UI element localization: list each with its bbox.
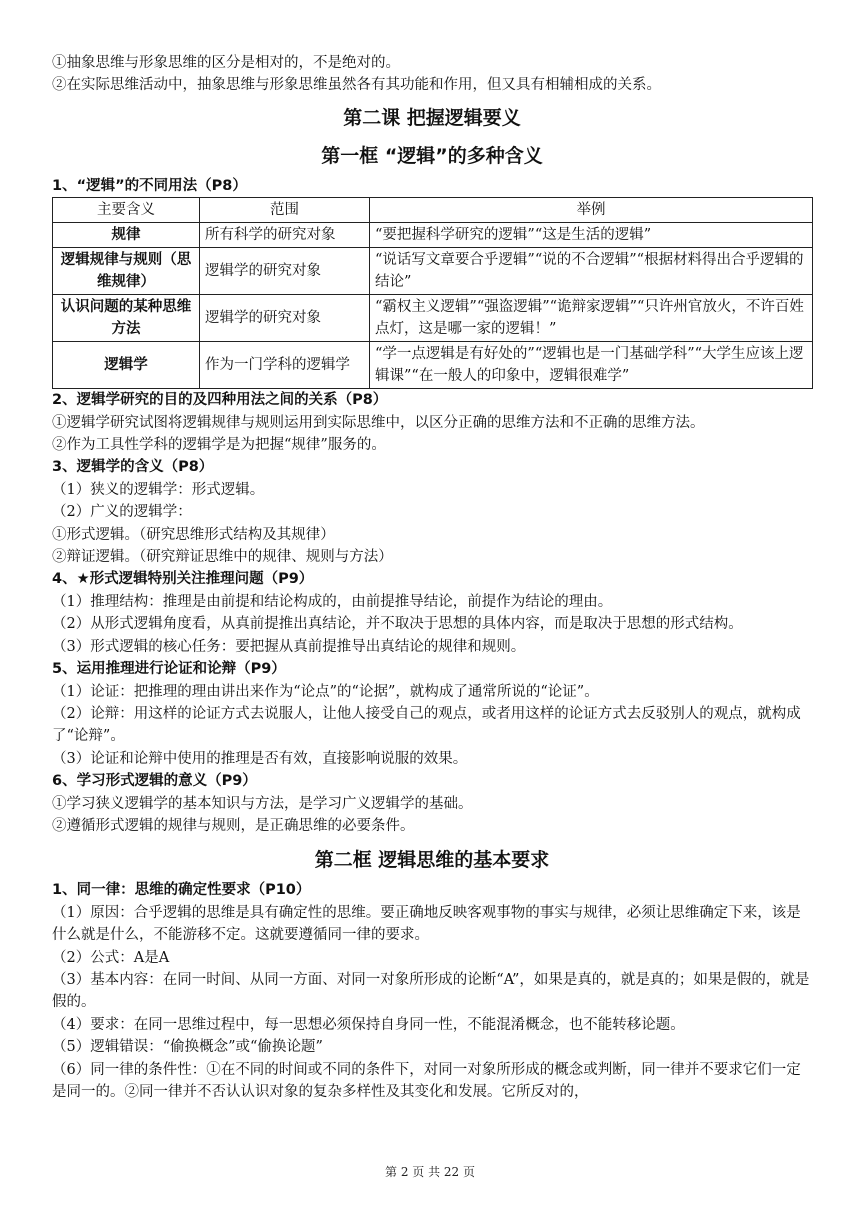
s5-line: （2）论辩：用这样的论证方式去说服人，让他人接受自己的观点，或者用这样的论证方式去反驳别人的观点，就构成了“论辩”。 [52,705,801,745]
s4-heading: 4、★形式逻辑特别关注推理问题（P9） [52,571,314,588]
table-row [53,295,813,342]
lesson-title: 第二课 把握逻辑要义 [343,106,521,129]
table-cell: 逻辑学的研究对象 [200,295,370,342]
table-cell: 逻辑规律与规则（思维规律） [53,248,200,295]
s6-line: ②遵循形式逻辑的规律与规则，是正确思维的必要条件。 [52,817,415,834]
f2s1-line: （2）公式：A是A [52,949,170,966]
table-header-row [53,198,813,223]
table-cell: “要把握科学研究的逻辑”“这是生活的逻辑” [370,223,813,248]
table-cell: 逻辑学 [53,342,200,389]
s3-line: ①形式逻辑。（研究思维形式结构及其规律） [52,526,335,543]
frame1-title: 第一框 “逻辑”的多种含义 [321,144,543,167]
f2s1-line: （1）原因：合乎逻辑的思维是具有确定性的思维。要正确地反映客观事物的事实与规律，必须让思维确定下来，该是什么就是什么，不能游移不定。这就要遵循同一律的要求。 [52,904,801,944]
page-footer: 第 2 页 共 22 页 [385,1165,475,1179]
intro-line-1: ①抽象思维与形象思维的区分是相对的，不是绝对的。 [52,55,400,71]
f2s1-line: （5）逻辑错误：“偷换概念”或“偷换论题” [52,1039,323,1056]
table-cell: 逻辑学的研究对象 [200,248,370,295]
table-header-cell: 范围 [200,198,370,223]
table-cell: “学一点逻辑是有好处的”“逻辑也是一门基础学科”“大学生应该上逻辑课”“在一般人的印象中，逻辑很难学” [370,342,813,389]
f2s1-line: （6）同一律的条件性：①在不同的时间或不同的条件下，对同一对象所形成的概念或判断，同一律并不要求它们一定是同一的。②同一律并不否认认识对象的复杂多样性及其变化和发展。它所反对的， [52,1061,801,1100]
table-row [53,248,813,295]
s6-heading: 6、学习形式逻辑的意义（P9） [52,773,257,790]
s5-heading: 5、运用推理进行论证和论辩（P9） [52,661,286,678]
s1-heading: 1、“逻辑”的不同用法（P8） [52,177,247,194]
document-page [52,52,812,1103]
s4-line: （1）推理结构：推理是由前提和结论构成的，由前提推导结论，前提作为结论的理由。 [52,593,613,610]
s3-line: （2）广义的逻辑学： [52,504,192,521]
s6-line: ①学习狭义逻辑学的基本知识与方法，是学习广义逻辑学的基础。 [52,795,473,812]
table-cell: “霸权主义逻辑”“强盗逻辑”“诡辩家逻辑”“只许州官放火，不许百姓点灯，这是哪一家的逻辑！” [370,295,813,342]
s4-line: （2）从形式逻辑角度看，从真前提推出真结论，并不取决于思想的具体内容，而是取决于思想的形式结构。 [52,616,743,633]
s4-line: （3）形式逻辑的核心任务：要把握从真前提推导出真结论的规律和规则。 [52,638,526,655]
table-cell: 规律 [53,223,200,248]
table-header-cell: 举例 [370,198,813,223]
s2-line: ①逻辑学研究试图将逻辑规律与规则运用到实际思维中，以区分正确的思维方法和不正确的思维方法。 [52,414,705,431]
f2s1-heading: 1、同一律：思维的确定性要求（P10） [52,882,311,899]
intro-line-2: ②在实际思维活动中，抽象思维与形象思维虽然各有其功能和作用，但又具有相辅相成的关系。 [52,77,661,94]
table-row [53,342,813,389]
table-cell: “说话写文章要合乎逻辑”“说的不合逻辑”“根据材料得出合乎逻辑的结论” [370,248,813,295]
s2-line: ②作为工具性学科的逻辑学是为把握“规律”服务的。 [52,437,386,454]
s3-line: ②辩证逻辑。（研究辩证思维中的规律、规则与方法） [52,549,393,566]
f2s1-line: （4）要求：在同一思维过程中，每一思想必须保持自身同一性，不能混淆概念，也不能转移论题。 [52,1016,685,1033]
s2-heading: 2、逻辑学研究的目的及四种用法之间的关系（P8） [52,392,388,409]
s5-line: （1）论证：把推理的理由讲出来作为“论点”的“论据”，就构成了通常所说的“论证”。 [52,683,599,700]
logic-usage-table [52,197,813,389]
table-cell: 作为一门学科的逻辑学 [200,342,370,389]
s5-line: （3）论证和论辩中使用的推理是否有效，直接影响说服的效果。 [52,750,468,767]
table-row [53,223,813,248]
s3-line: （1）狭义的逻辑学：形式逻辑。 [52,481,265,498]
s3-heading: 3、逻辑学的含义（P8） [52,459,214,476]
f2s1-line: （3）基本内容：在同一时间、从同一方面、对同一对象所形成的论断“A”，如果是真的，就是真的；如果是假的，就是假的。 [52,971,810,1011]
table-cell: 所有科学的研究对象 [200,223,370,248]
frame2-title: 第二框 逻辑思维的基本要求 [314,849,550,872]
table-header-cell: 主要含义 [53,198,200,223]
table-cell: 认识问题的某种思维方法 [53,295,200,342]
